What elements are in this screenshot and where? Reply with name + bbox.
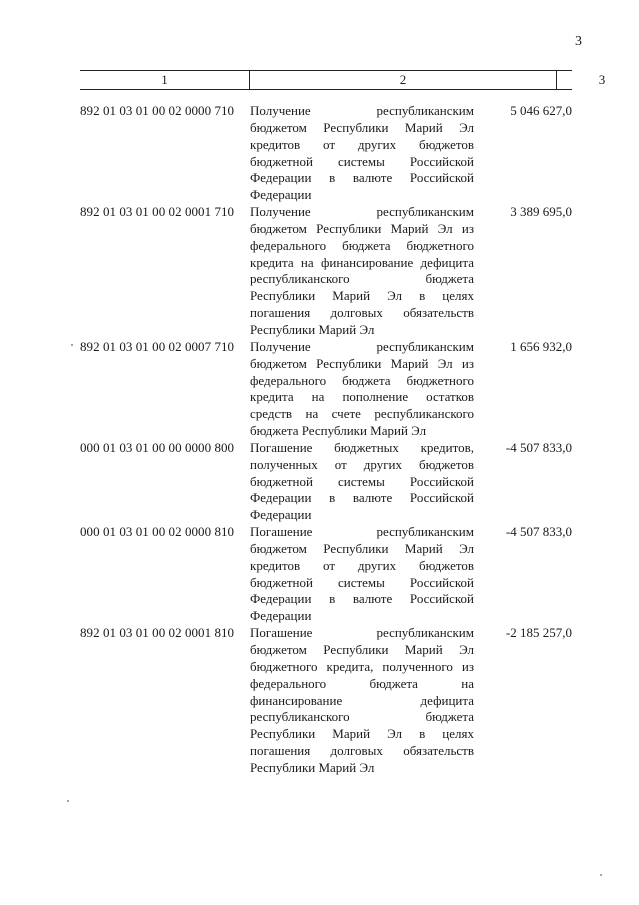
description-line: бюджетом Республики Марий Эл — [250, 119, 474, 135]
description-line: бюджетной системы Российской — [250, 574, 474, 590]
row-amount: 3 389 695,0 — [510, 204, 572, 220]
scan-speck — [71, 344, 73, 346]
description-line: Республики Марий Эл — [250, 759, 375, 775]
row-code: 892 01 03 01 00 02 0001 810 — [80, 625, 235, 641]
header-col-1: 1 — [80, 71, 250, 89]
row-amount: 1 656 932,0 — [510, 338, 572, 354]
description-line: погашения долговых обязательств — [250, 743, 474, 759]
row-code: 000 01 03 01 00 02 0000 810 — [80, 524, 235, 540]
description-line: Республики Марий Эл в целях — [250, 288, 474, 304]
description-line: Республики Марий Эл в целях — [250, 726, 474, 742]
row-code: 892 01 03 01 00 02 0000 710 — [80, 103, 235, 118]
description-line: средств на счете республиканского — [250, 406, 474, 422]
row-amount: -4 507 833,0 — [505, 439, 572, 455]
table-row — [80, 524, 576, 625]
description-line: Республики Марий Эл — [250, 321, 375, 337]
description-line: Федерации в валюте Российской — [250, 490, 474, 506]
table-row — [80, 625, 576, 777]
table-row — [80, 103, 576, 204]
description-line: Получение республиканским — [250, 103, 474, 118]
table-row — [80, 339, 576, 440]
scan-speck — [67, 800, 69, 802]
description-line: Федерации в валюте Российской — [250, 591, 474, 607]
description-line: бюджетом Республики Марий Эл из — [250, 355, 474, 371]
description-line: Федерации — [250, 187, 312, 203]
description-line: республиканского бюджета — [250, 271, 474, 287]
table-row — [80, 440, 576, 524]
description-line: республиканского бюджета — [250, 709, 474, 725]
description-line: Федерации в валюте Российской — [250, 170, 474, 186]
table-row — [80, 204, 576, 339]
description-line: Федерации — [250, 507, 312, 523]
description-line: погашения долговых обязательств — [250, 305, 474, 321]
scan-speck — [600, 874, 602, 876]
description-line: бюджетом Республики Марий Эл из — [250, 220, 474, 236]
table-header — [80, 70, 606, 90]
description-line: бюджетного кредита, полученного из — [250, 658, 474, 674]
description-line: Погашение республиканским — [250, 625, 474, 641]
description-line: федерального бюджета бюджетного — [250, 237, 474, 253]
row-amount: 5 046 627,0 — [510, 103, 572, 118]
description-line: бюджетом Республики Марий Эл — [250, 642, 474, 657]
description-line: бюджетной системы Российской — [250, 153, 474, 169]
header-col-3: 3 — [598, 72, 606, 87]
description-line: Получение республиканским — [250, 204, 474, 220]
row-description — [250, 204, 474, 339]
description-line: бюджетом Республики Марий Эл — [250, 540, 474, 556]
description-line: кредита на финансирование дефицита — [250, 254, 474, 270]
description-line: бюджета Республики Марий Эл — [250, 423, 427, 439]
table-body — [80, 103, 576, 777]
description-line: финансирование дефицита — [250, 692, 474, 708]
row-description — [250, 103, 474, 204]
row-amount: -4 507 833,0 — [505, 524, 572, 540]
row-description — [250, 625, 474, 777]
page-number: 3 — [575, 34, 582, 49]
description-line: Погашение республиканским — [250, 524, 474, 540]
row-code: 000 01 03 01 00 00 0000 800 — [80, 439, 235, 455]
description-line: бюджетной системы Российской — [250, 473, 474, 489]
description-line: федерального бюджета бюджетного — [250, 372, 474, 388]
row-description — [250, 524, 474, 625]
description-line: Получение республиканским — [250, 338, 474, 354]
row-code: 892 01 03 01 00 02 0007 710 — [80, 338, 235, 354]
row-amount: -2 185 257,0 — [505, 625, 572, 641]
description-line: Погашение бюджетных кредитов, — [250, 439, 474, 455]
description-line: федерального бюджета на — [250, 675, 474, 691]
row-description — [250, 440, 474, 524]
description-line: кредитов от других бюджетов — [250, 557, 474, 573]
header-col-2: 2 — [250, 71, 557, 89]
row-code: 892 01 03 01 00 02 0001 710 — [80, 204, 235, 220]
row-description — [250, 339, 474, 440]
description-line: Федерации — [250, 608, 312, 624]
description-line: полученных от других бюджетов — [250, 456, 474, 472]
description-line: кредитов от других бюджетов — [250, 136, 474, 152]
description-line: кредита на пополнение остатков — [250, 389, 474, 405]
